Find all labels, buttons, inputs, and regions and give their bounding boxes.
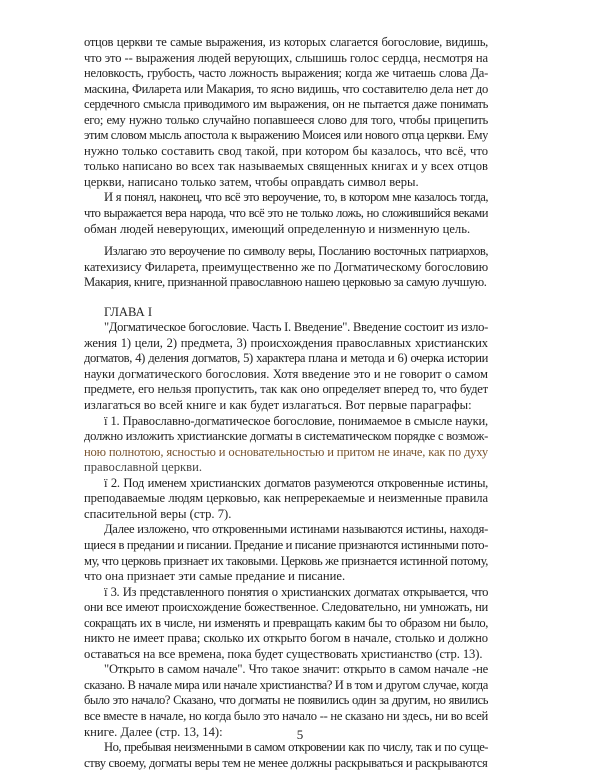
text-line: катехизису Филарета, преимущественно же по Догматическому богословию bbox=[84, 259, 488, 274]
text-line: сокращать их в числе, ни изменять и превращать каким бы то образом ни было, bbox=[84, 615, 488, 630]
text-line: ГЛАВА I bbox=[104, 304, 153, 319]
text-line: отцов церкви те самые выражения, из которых слагается богословие, видишь, bbox=[84, 35, 488, 49]
text-line: книге. Далее (стр. 13, 14): bbox=[84, 724, 223, 739]
text-line: Макария, книге, признанной православною нашею церковью за самую лучшую. bbox=[84, 275, 487, 290]
text-line: ї 3. Из представленного понятия о христианских догматах открывается, что bbox=[104, 584, 488, 599]
text-line: И я понял, наконец, что всё это вероучение, то, в котором мне казалось тогда, bbox=[104, 190, 488, 205]
text-line: все вместе в начале, но когда было это начало -- не сказано ни здесь, ни во всей bbox=[84, 708, 488, 723]
paragraph bbox=[84, 414, 488, 476]
text-line: му, что церковь признает их таковыми. Церковь же признается истинной потому, bbox=[84, 553, 488, 568]
text-line: жения 1) цели, 2) предмета, 3) происхождения православных христианских bbox=[84, 335, 488, 350]
text-line: обман людей неверующих, имеющий определенную и низменную цель. bbox=[84, 221, 471, 236]
page-number: 5 bbox=[296, 727, 304, 742]
text-line: "Открыто в самом начале". Что такое значит: открыто в самом начале -не bbox=[104, 662, 488, 677]
paragraph bbox=[84, 476, 488, 523]
text-line: этим словом мысль апостола к выражению Моисея или нового отца церкви. Ему bbox=[84, 128, 488, 143]
text-line: преподаваемые людям церковью, как непререкаемые и неизменные правила bbox=[84, 491, 488, 506]
text-line: науки догматического богословия. Хотя введение это и не говорит о самом bbox=[84, 366, 488, 381]
paragraph bbox=[84, 740, 488, 771]
text-line: православной церкви. bbox=[84, 460, 203, 475]
text-line: сказано. В начале мира или начале христианства? И в том и другом случае, когда bbox=[84, 677, 488, 692]
text-line: ї 1. Православно-догматическое богословие, понимаемое в смысле науки, bbox=[104, 413, 488, 428]
chapter-heading bbox=[84, 305, 488, 321]
text-line: неловкость, грубость, часто ложность выражения; когда же читаешь слова Да- bbox=[84, 66, 488, 81]
text-line: Излагаю это вероучение по символу веры, Посланию восточных патриархов, bbox=[104, 244, 488, 259]
text-line: что выражается вера народа, что всё это не только ложь, но сложившийся веками bbox=[84, 206, 488, 221]
text-line: должно изложить христианские догматы в систематическом порядке с возмож- bbox=[84, 429, 488, 444]
text-line: догматов, 4) деления догматов, 5) характера плана и метода и 6) очерка истории bbox=[84, 351, 488, 366]
paragraph bbox=[84, 35, 488, 190]
text-line: ству своему, догматы веры тем не менее должны раскрываться и раскрываются bbox=[84, 755, 488, 770]
text-line: Далее изложено, что откровенными истинами называются истины, находя- bbox=[104, 522, 488, 537]
text-line: церкви, написано только затем, чтобы оправдать символ веры. bbox=[84, 174, 419, 189]
text-line: они все имеют происхождение божественное. Следовательно, ни умножать, ни bbox=[84, 600, 488, 615]
text-line: что это -- выражения людей верующих, слышишь голос сердца, несмотря на bbox=[84, 50, 488, 65]
text-line: излагаться во всей книге и как будет излагаться. Вот первые параграфы: bbox=[84, 398, 472, 413]
text-line: маскина, Филарета или Макария, то ясно видишь, что составителю дела нет до bbox=[84, 81, 488, 96]
text-line: его; ему нужно только случайно попавшееся слово для того, чтобы прицепить bbox=[84, 112, 488, 127]
text-line: "Догматическое богословие. Часть I. Введение". Введение состоит из изло- bbox=[104, 320, 488, 335]
text-line: только написано во всех так называемых священных книгах и у всех отцов bbox=[84, 159, 488, 174]
text-line: спасительной веры (стр. 7). bbox=[84, 506, 232, 521]
text-line: нужно только составить свод такой, при котором бы казалось, что всё, что bbox=[84, 143, 488, 158]
text-line: сердечного смысла приводимого им выражения, он не пытается даже понимать bbox=[84, 97, 488, 112]
text-line: ї 2. Под именем христианских догматов разумеются откровенные истины, bbox=[104, 475, 488, 490]
paragraph bbox=[84, 320, 488, 413]
paragraph bbox=[84, 522, 488, 584]
document-page bbox=[84, 35, 488, 771]
text-line: ною полнотою, ясностью и основательностью и притом не иначе, как по духу bbox=[84, 444, 488, 459]
text-line: оставаться на все времена, пока будет существовать христианство (стр. 13). bbox=[84, 646, 483, 661]
text-line: что она признает эти самые предание и писание. bbox=[84, 569, 346, 584]
paragraph bbox=[84, 585, 488, 663]
paragraph bbox=[84, 244, 488, 291]
text-line: было это начало? Сказано, что догматы не появились один за другим, но явились bbox=[84, 693, 488, 708]
text-line: никто не имеет права; сколько их открыто богом в начале, столько и должно bbox=[84, 631, 488, 646]
text-line: предмете, его нельзя пропустить, так как оно определяет вперед то, что будет bbox=[84, 382, 488, 397]
text-line: Но, пребывая неизменными в самом откровении как по числу, так и по суще- bbox=[104, 740, 488, 755]
paragraph bbox=[84, 190, 488, 237]
text-line: щиеся в предании и писании. Предание и писание признаются истинными пото- bbox=[84, 537, 488, 552]
